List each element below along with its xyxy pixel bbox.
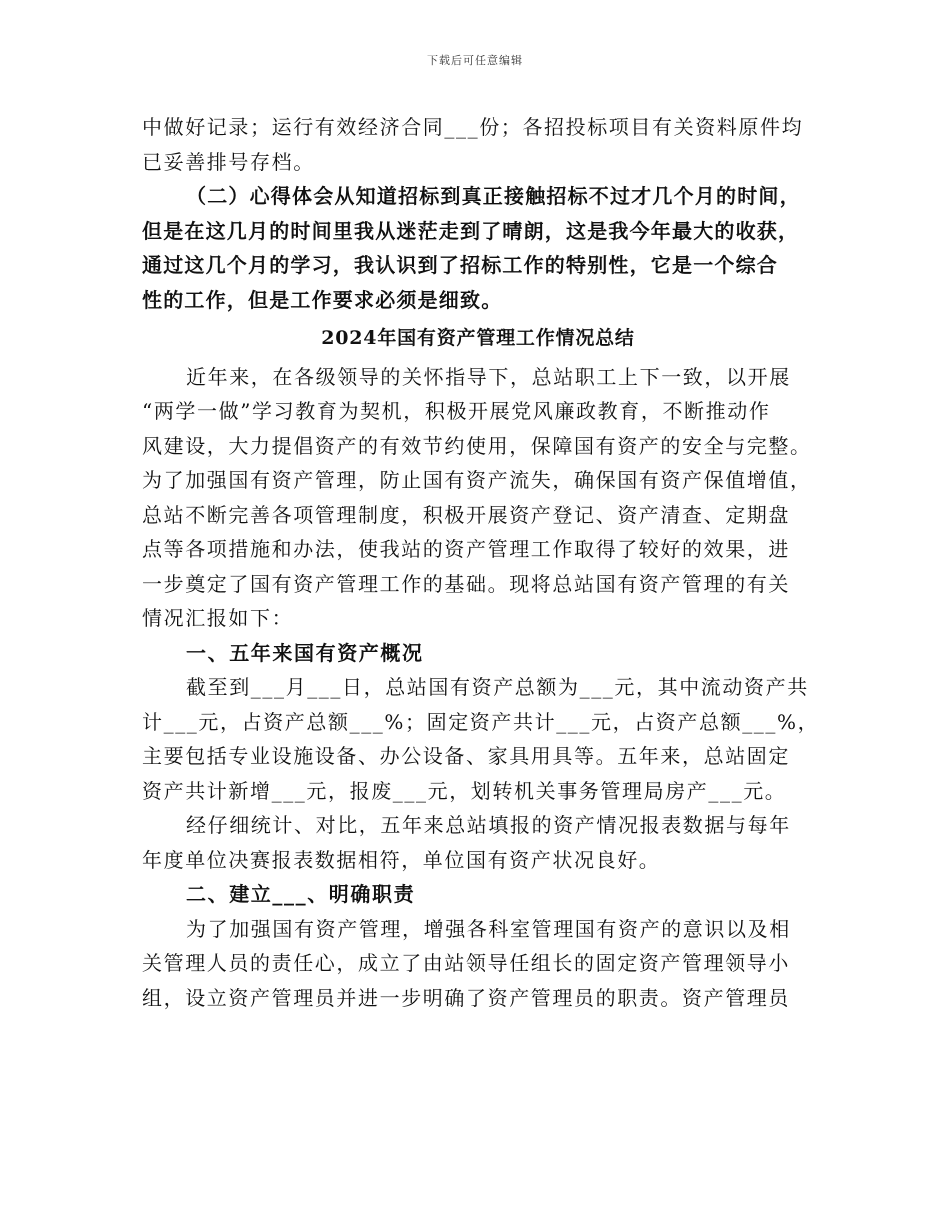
document-title: 2024年国有资产管理工作情况总结 xyxy=(321,327,635,349)
page-header-note: 下载后可任意编辑 xyxy=(427,54,523,67)
intro-line: 近年来，在各级领导的关怀指导下，总站职工上下一致，以开展 xyxy=(186,364,791,389)
section-one-line: 经仔细统计、对比，五年来总站填报的资产情况报表数据与每年 xyxy=(186,813,791,837)
section-one-line: 资产共计新增___元，报废___元，划转机关事务管理局房产___元。 xyxy=(142,778,787,803)
section-one-line: 计___元，占资产总额___%；固定资产共计___元，占资产总额___%， xyxy=(142,709,820,734)
section-one-line: 年度单位决赛报表数据相符，单位国有资产状况良好。 xyxy=(142,847,661,872)
intro-line: “两学一做”学习教育为契机，积极开展党风廉政教育，不断推动作 xyxy=(142,399,771,423)
section-one-line: 主要包括专业设施设备、办公设备、家具用具等。五年来，总站固定 xyxy=(142,744,790,768)
experience-line: 通过这几个月的学习，我认识到了招标工作的特别性，它是一个综合 xyxy=(142,253,778,277)
intro-line: 一步奠定了国有资产管理工作的基础。现将总站国有资产管理的有关 xyxy=(142,571,790,596)
section-one-line: 截至到___月___日，总站国有资产总额为___元，其中流动资产共 xyxy=(186,675,809,699)
section-two-line: 组，设立资产管理员并进一步明确了资产管理员的职责。资产管理员 xyxy=(142,985,790,1010)
experience-line: （二）心得体会从知道招标到真正接触招标不过才几个月的时间， xyxy=(186,184,801,208)
body-line: 已妥善排号存档。 xyxy=(142,149,315,174)
intro-line: 为了加强国有资产管理，防止国有资产流失，确保国有资产保值增值， xyxy=(142,468,812,492)
experience-line: 性的工作，但是工作要求必须是细致。 xyxy=(142,287,503,312)
experience-line: 但是在这几月的时间里我从迷茫走到了晴朗，这是我今年最大的收获， xyxy=(142,218,800,243)
section-two-line: 关管理人员的责任心，成立了由站领导任组长的固定资产管理领导小 xyxy=(142,951,790,975)
body-line: 中做好记录；运行有效经济合同___份；各招投标项目有关资料原件均 xyxy=(142,115,804,139)
section-heading: 二、建立___、明确职责 xyxy=(186,882,416,906)
intro-line: 总站不断完善各项管理制度，积极开展资产登记、资产清查、定期盘 xyxy=(142,502,790,527)
intro-line: 情况汇报如下： xyxy=(142,606,294,630)
document-body xyxy=(142,110,820,1015)
intro-line: 点等各项措施和办法，使我站的资产管理工作取得了较好的效果，进 xyxy=(142,537,790,561)
intro-line: 风建设，大力提倡资产的有效节约使用，保障国有资产的安全与完整。 xyxy=(142,433,812,458)
section-two-line: 为了加强国有资产管理，增强各科室管理国有资产的意识以及相 xyxy=(186,916,791,941)
section-heading: 一、五年来国有资产概况 xyxy=(186,640,424,665)
